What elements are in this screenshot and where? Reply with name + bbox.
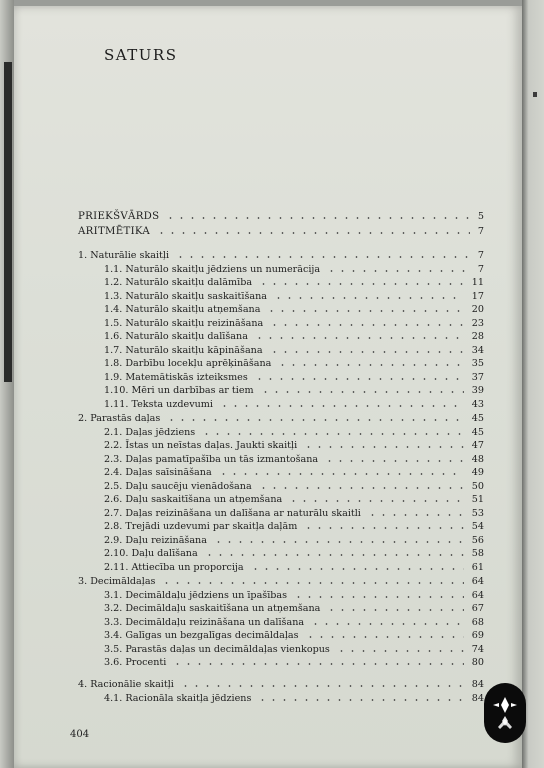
toc-entry — [64, 575, 484, 588]
watermark-logo-icon — [484, 683, 526, 743]
dot-leader — [254, 378, 464, 380]
toc-entry-title: 2.11. Attiecība un proporcija — [104, 562, 244, 573]
toc-entry-title: 1.9. Matemātiskās izteiksmes — [104, 372, 248, 383]
toc-entry — [64, 589, 484, 602]
toc-entry — [64, 643, 484, 656]
dot-leader — [326, 609, 464, 611]
dot-leader — [258, 283, 464, 285]
dot-leader — [326, 270, 470, 272]
toc-entry-page: 7 — [477, 250, 484, 261]
toc-entry-page: 84 — [471, 679, 484, 690]
toc-entry — [64, 317, 484, 330]
dot-leader — [218, 473, 464, 475]
toc-entry-page: 7 — [477, 264, 484, 275]
toc-entry-page: 47 — [471, 440, 484, 451]
toc-entry-title: 2.5. Daļu saucēju vienādošana — [104, 481, 252, 492]
book-spine-edge — [4, 62, 12, 382]
toc-entry-title: 3.2. Decimāldaļu saskaitīšana un atņemšana — [104, 603, 321, 614]
toc-entry — [64, 276, 484, 289]
toc-entry — [64, 629, 484, 642]
toc-entry-page: 56 — [471, 535, 484, 546]
dot-leader — [172, 663, 464, 665]
toc-entry-title: 1.10. Mēri un darbības ar tiem — [104, 385, 254, 396]
toc-entry-title: 2. Parastās daļas — [78, 413, 161, 424]
toc-entry-title: 2.9. Daļu reizināšana — [104, 535, 207, 546]
toc-entry — [64, 616, 484, 629]
toc-entry-title: 1.3. Naturālo skaitļu saskaitīšana — [104, 291, 268, 302]
toc-entry-page: 43 — [471, 399, 484, 410]
toc-entry-page: 69 — [471, 630, 484, 641]
toc-entry-title: 2.6. Daļu saskaitīšana un atņemšana — [104, 494, 283, 505]
toc-entry-title: 1.5. Naturālo skaitļu reizināšana — [104, 318, 264, 329]
toc-entry-title: 2.10. Daļu dalīšana — [104, 548, 198, 559]
dot-leader — [336, 650, 464, 652]
toc-entry-page: 37 — [471, 372, 484, 383]
toc-entry-page: 7 — [477, 226, 484, 237]
toc-entry-title: 4.1. Racionāla skaitļa jēdziens — [104, 693, 252, 704]
toc-entry — [64, 426, 484, 439]
toc-entry-title: 2.8. Trejādi uzdevumi par skaitļa daļām — [104, 521, 298, 532]
toc-entry-page: 20 — [471, 304, 484, 315]
toc-entry — [64, 384, 484, 397]
toc-entry-page: 39 — [471, 385, 484, 396]
toc-entry-title: 3. Decimāldaļas — [78, 576, 156, 587]
toc-entry-page: 11 — [471, 277, 484, 288]
toc-entry-page: 64 — [471, 576, 484, 587]
toc-entry — [64, 678, 484, 691]
toc-entry-title: 2.3. Daļas pamatīpašība un tās izmantošana — [104, 454, 319, 465]
toc-entry-page: 67 — [471, 603, 484, 614]
dot-leader — [288, 500, 464, 502]
toc-entry-page: 61 — [471, 562, 484, 573]
toc-entry — [64, 493, 484, 506]
toc-entry-title: 1.6. Naturālo skaitļu dalīšana — [104, 331, 248, 342]
toc-entry-title: 1. Naturālie skaitļi — [78, 250, 170, 261]
toc-entry-page: 17 — [471, 291, 484, 302]
next-page-edge — [522, 0, 544, 768]
dot-leader — [204, 554, 464, 556]
toc-entry-title: 3.4. Galīgas un bezgalīgas decimāldaļas — [104, 630, 299, 641]
dot-leader — [273, 297, 464, 299]
toc-entry — [64, 210, 484, 223]
toc-entry — [64, 547, 484, 560]
dot-leader — [156, 232, 470, 234]
toc-entry-title: 1.8. Darbību locekļu aprēķināšana — [104, 358, 272, 369]
toc-entry — [64, 439, 484, 452]
toc-entry-page: 58 — [471, 548, 484, 559]
toc-entry-title: 1.7. Naturālo skaitļu kāpināšana — [104, 345, 263, 356]
dot-leader — [277, 364, 464, 366]
toc-entry-page: 53 — [471, 508, 484, 519]
toc-entry — [64, 520, 484, 533]
page-number-footer: 404 — [70, 729, 90, 740]
dot-leader — [266, 310, 464, 312]
toc-entry-page: 5 — [477, 211, 484, 222]
dot-leader — [258, 487, 464, 489]
toc-entry — [64, 656, 484, 669]
dot-leader — [201, 433, 464, 435]
dot-leader — [257, 699, 464, 701]
toc-entry-page: 50 — [471, 481, 484, 492]
toc-entry-title: 4. Racionālie skaitļi — [78, 679, 174, 690]
dot-leader — [166, 419, 464, 421]
dot-leader — [213, 541, 464, 543]
toc-entry-page: 54 — [471, 521, 484, 532]
dot-leader — [269, 324, 464, 326]
toc-entry-page: 64 — [471, 590, 484, 601]
toc-entry-title: 3.1. Decimāldaļu jēdziens un īpašības — [104, 590, 288, 601]
toc-entry-title: 2.1. Daļas jēdziens — [104, 427, 196, 438]
toc-entry — [64, 507, 484, 520]
toc-entry — [64, 263, 484, 276]
dot-leader — [305, 636, 464, 638]
toc-entry — [64, 480, 484, 493]
toc-entry-title: 2.4. Daļas saīsināšana — [104, 467, 212, 478]
dot-leader — [165, 217, 470, 219]
dot-leader — [324, 460, 464, 462]
toc-entry — [64, 398, 484, 411]
dot-leader — [250, 568, 464, 570]
toc-entry-page: 51 — [471, 494, 484, 505]
page-title: SATURS — [104, 46, 178, 64]
toc-entry-page: 45 — [471, 413, 484, 424]
toc-entry-page: 45 — [471, 427, 484, 438]
toc-entry-title: 2.2. Īstas un neīstas daļas. Jaukti skaitļi — [104, 440, 298, 451]
toc-entry-page: 74 — [471, 644, 484, 655]
toc-entry — [64, 344, 484, 357]
toc-entry — [64, 692, 484, 705]
toc-entry-page: 80 — [471, 657, 484, 668]
toc-entry-title: 3.6. Procenti — [104, 657, 167, 668]
toc-entry — [64, 602, 484, 615]
edge-mark — [533, 92, 537, 97]
dot-leader — [175, 256, 470, 258]
dot-leader — [303, 446, 464, 448]
dot-leader — [180, 685, 464, 687]
dot-leader — [161, 582, 464, 584]
toc-entry — [64, 357, 484, 370]
toc-entry — [64, 371, 484, 384]
dot-leader — [260, 391, 464, 393]
toc-entry-title: 1.1. Naturālo skaitļu jēdziens un numerācija — [104, 264, 321, 275]
toc-entry-page: 34 — [471, 345, 484, 356]
toc-entry-title: 3.3. Decimāldaļu reizināšana un dalīšana — [104, 617, 305, 628]
dot-leader — [254, 337, 464, 339]
toc-entry — [64, 225, 484, 238]
dot-leader — [219, 405, 464, 407]
toc-entry-title: 1.11. Teksta uzdevumi — [104, 399, 213, 410]
toc-entry-page: 49 — [471, 467, 484, 478]
toc-entry-title: ARITMĒTIKA — [78, 226, 151, 237]
toc-entry-title: 1.2. Naturālo skaitļu dalāmība — [104, 277, 253, 288]
toc-entry-title: 1.4. Naturālo skaitļu atņemšana — [104, 304, 261, 315]
dot-leader — [269, 351, 464, 353]
dot-leader — [303, 527, 464, 529]
toc-entry — [64, 303, 484, 316]
toc-entry — [64, 534, 484, 547]
toc-entry-page: 28 — [471, 331, 484, 342]
toc-entry — [64, 412, 484, 425]
toc-entry-page: 68 — [471, 617, 484, 628]
toc-entry-title: PRIEKŠVĀRDS — [78, 211, 160, 222]
toc-entry — [64, 330, 484, 343]
toc-entry-title: 2.7. Daļas reizināšana un dalīšana ar naturālu skaitli — [104, 508, 361, 519]
toc-entry — [64, 453, 484, 466]
toc-entry-page: 48 — [471, 454, 484, 465]
toc-entry — [64, 249, 484, 262]
toc-entry-page: 23 — [471, 318, 484, 329]
toc-entry — [64, 466, 484, 479]
toc-entry-page: 84 — [471, 693, 484, 704]
toc-entry-page: 35 — [471, 358, 484, 369]
dot-leader — [367, 514, 464, 516]
toc-entry-title: 3.5. Parastās daļas un decimāldaļas vienkopus — [104, 644, 330, 655]
toc-entry — [64, 290, 484, 303]
dot-leader — [310, 623, 464, 625]
dot-leader — [293, 596, 464, 598]
toc-entry — [64, 561, 484, 574]
